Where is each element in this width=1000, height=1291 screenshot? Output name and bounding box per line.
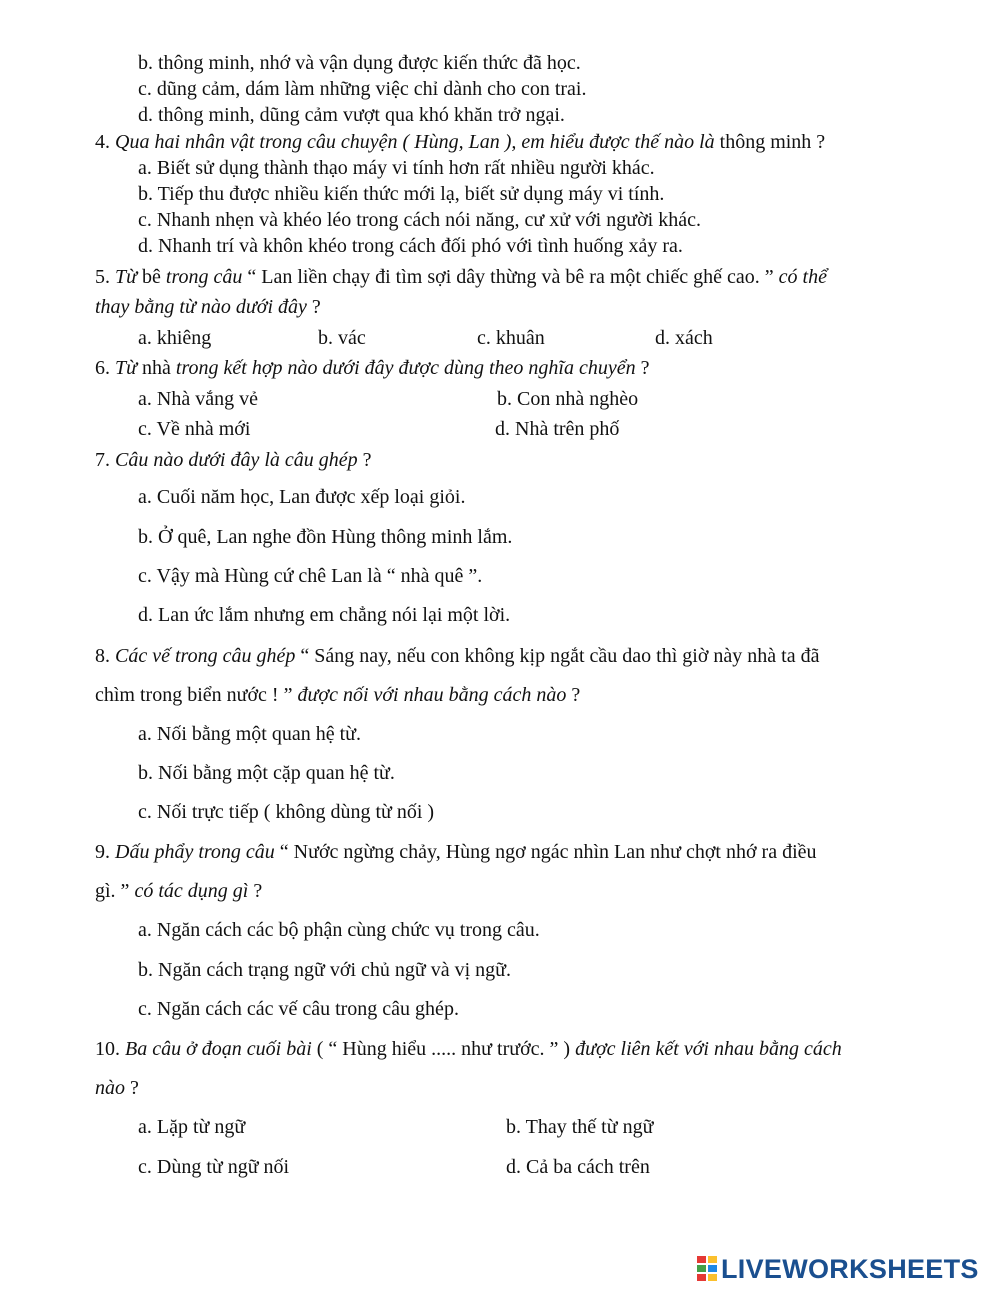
q8-number: 8.: [95, 645, 115, 667]
q4-option-d: d. Nhanh trí và khôn khéo trong cách đối phó với tình huống xảy ra.: [138, 235, 683, 257]
q10-prompt: [95, 1037, 842, 1061]
q7-number: 7.: [95, 449, 115, 471]
q9-line2-italic: có tác dụng gì: [134, 880, 249, 902]
q10-number: 10.: [95, 1038, 125, 1060]
q9-line2-end: ?: [248, 880, 263, 902]
q5-line2-italic: thay bằng từ nào dưới đây: [95, 296, 307, 318]
q4-option-a: a. Biết sử dụng thành thạo máy vi tính hơn rất nhiều người khác.: [138, 157, 655, 179]
q8-line2-plain: chìm trong biển nước ! ”: [95, 684, 298, 706]
q5-prompt-line2: [95, 295, 321, 319]
q9-option-a: a. Ngăn cách các bộ phận cùng chức vụ trong câu.: [138, 919, 540, 941]
q3-option-b: b. thông minh, nhớ và vận dụng được kiến thức đã học.: [138, 52, 581, 74]
q3-option-d: d. thông minh, dũng cảm vượt qua khó khăn trở ngại.: [138, 104, 565, 126]
q10-plain-1: ( “ Hùng hiểu ..... như trước. ” ): [311, 1038, 576, 1060]
q6-plain-2: ?: [635, 357, 650, 379]
q7-option-d: d. Lan ức lắm nhưng em chẳng nói lại một lời.: [138, 604, 511, 626]
q8-option-c: c. Nối trực tiếp ( không dùng từ nối ): [138, 801, 435, 823]
q6-plain-1: nhà: [137, 357, 176, 379]
q9-italic-1: Dấu phẩy trong câu: [115, 841, 275, 863]
q8-option-a: a. Nối bằng một quan hệ từ.: [138, 723, 362, 745]
q5-italic-2: trong câu: [165, 266, 243, 288]
q8-prompt: [95, 644, 819, 668]
q6-italic-1: Từ: [115, 357, 138, 379]
q6-option-a: a. Nhà vắng vẻ: [138, 388, 258, 410]
q9-plain-1: “ Nước ngừng chảy, Hùng ngơ ngác nhìn Lan như chợt nhớ ra điều: [274, 841, 817, 863]
q4-option-c: c. Nhanh nhẹn và khéo léo trong cách nói năng, cư xử với người khác.: [138, 209, 701, 231]
q5-line2-plain: ?: [306, 296, 321, 318]
q4-prompt-plain: thông minh ?: [714, 131, 826, 153]
q7-option-a: a. Cuối năm học, Lan được xếp loại giỏi.: [138, 486, 466, 508]
q10-prompt-line2: [95, 1076, 139, 1100]
q8-line2-end: ?: [566, 684, 581, 706]
q7-prompt: [95, 448, 372, 472]
q8-prompt-line2: [95, 683, 580, 707]
q5-italic-1: Từ: [115, 266, 138, 288]
q5-option-a: a. khiêng: [138, 327, 212, 349]
liveworksheets-logo-text: LIVEWORKSHEETS: [721, 1253, 979, 1284]
q3-option-c: c. dũng cảm, dám làm những việc chỉ dành cho con trai.: [138, 78, 587, 100]
q8-italic-1: Các vế trong câu ghép: [115, 645, 296, 667]
q4-option-b: b. Tiếp thu được nhiều kiến thức mới lạ, biết sử dụng máy vi tính.: [138, 183, 665, 205]
q10-option-c: c. Dùng từ ngữ nối: [138, 1156, 290, 1178]
q5-quote: “ Lan liền chạy đi tìm sợi dây thừng và bê ra một chiếc ghế cao. ”: [242, 266, 779, 288]
q4-number: 4.: [95, 131, 115, 153]
q10-italic-2: được liên kết với nhau bằng cách: [575, 1038, 842, 1060]
q9-prompt-line2: [95, 879, 262, 903]
q4-prompt-italic: Qua hai nhân vật trong câu chuyện ( Hùng, Lan ), em hiểu được thế nào là: [115, 131, 715, 153]
q8-plain-1: “ Sáng nay, nếu con không kịp ngắt cầu dao thì giờ này nhà ta đã: [295, 645, 820, 667]
q4-prompt: [95, 130, 825, 154]
q6-option-b: b. Con nhà nghèo: [497, 388, 639, 410]
q6-italic-2: trong kết hợp nào dưới đây được dùng theo nghĩa chuyển: [175, 357, 636, 379]
q6-prompt: [95, 356, 650, 380]
q9-prompt: [95, 840, 817, 864]
q6-number: 6.: [95, 357, 115, 379]
q10-option-d: d. Cả ba cách trên: [506, 1156, 650, 1178]
liveworksheets-logo-icon: [697, 1256, 719, 1282]
q5-option-c: c. khuân: [477, 327, 545, 349]
q5-plain-1: bê: [137, 266, 166, 288]
q10-option-a: a. Lặp từ ngữ: [138, 1116, 246, 1138]
q10-option-b: b. Thay thế từ ngữ: [506, 1116, 654, 1138]
q7-plain-1: ?: [357, 449, 372, 471]
q9-option-c: c. Ngăn cách các vế câu trong câu ghép.: [138, 998, 459, 1020]
q5-option-d: d. xách: [655, 327, 713, 349]
q6-option-c: c. Về nhà mới: [138, 418, 251, 440]
q8-line2-italic: được nối với nhau bằng cách nào: [297, 684, 567, 706]
q9-line2-plain: gì. ”: [95, 880, 135, 902]
q10-line2-plain: ?: [125, 1077, 139, 1099]
q6-option-d: d. Nhà trên phố: [495, 418, 620, 440]
q5-italic-3: có thể: [778, 266, 827, 288]
q8-option-b: b. Nối bằng một cặp quan hệ từ.: [138, 762, 395, 784]
q10-line2-italic: nào: [95, 1077, 125, 1099]
q5-option-b: b. vác: [318, 327, 366, 349]
q5-prompt: [95, 265, 827, 289]
q7-italic-1: Câu nào dưới đây là câu ghép: [115, 449, 358, 471]
q9-option-b: b. Ngăn cách trạng ngữ với chủ ngữ và vị ngữ.: [138, 959, 512, 981]
q7-option-b: b. Ở quê, Lan nghe đồn Hùng thông minh lắm.: [138, 526, 513, 548]
q9-number: 9.: [95, 841, 115, 863]
q10-italic-1: Ba câu ở đoạn cuối bài: [125, 1038, 312, 1060]
q7-option-c: c. Vậy mà Hùng cứ chê Lan là “ nhà quê ”.: [138, 565, 483, 587]
q5-number: 5.: [95, 266, 115, 288]
liveworksheets-logo: [697, 1254, 979, 1284]
